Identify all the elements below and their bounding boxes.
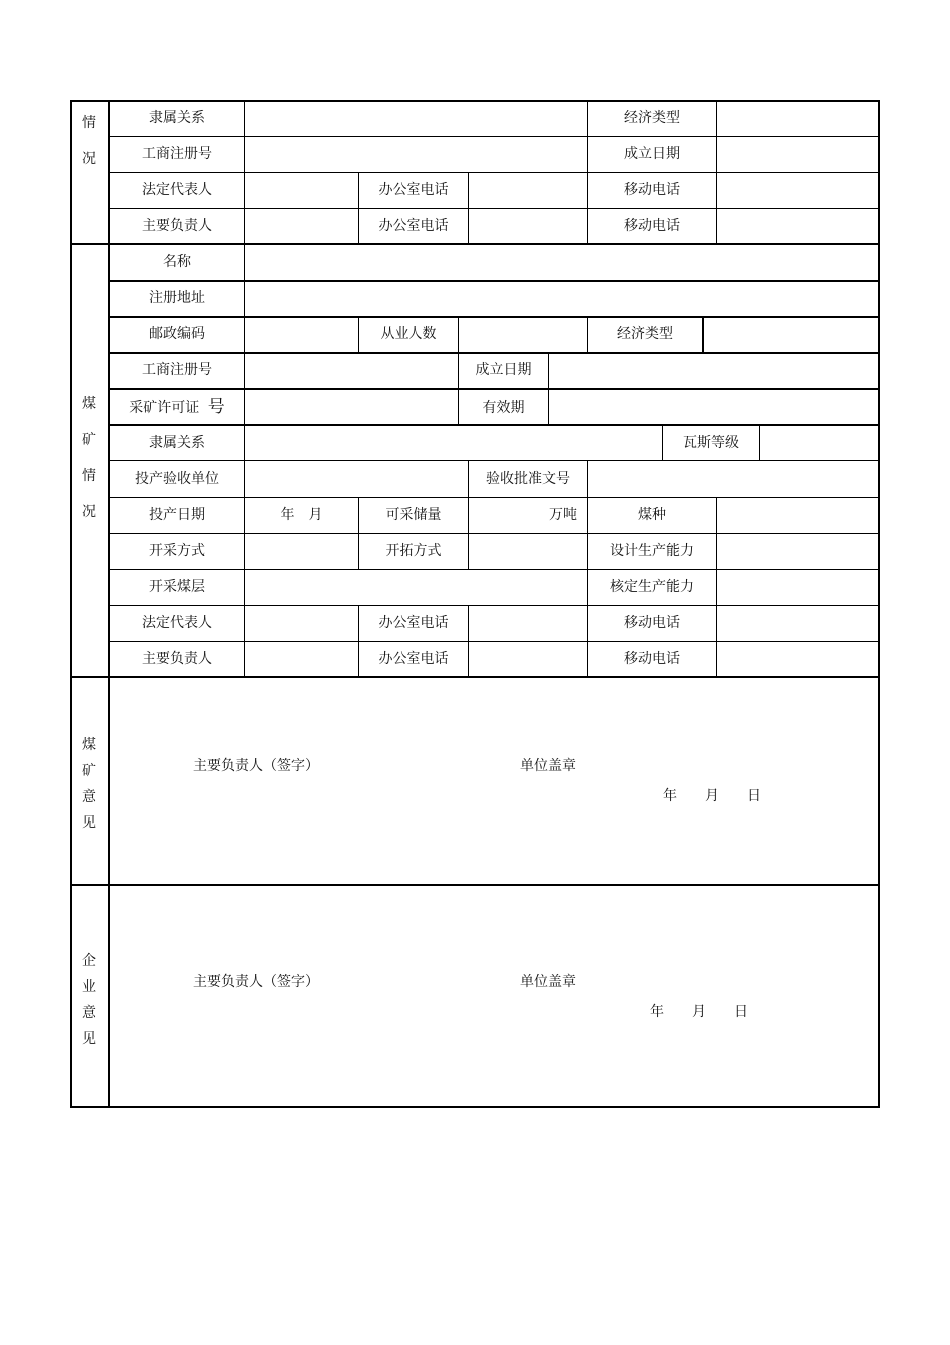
- label-mine-business-reg-no: 工商注册号: [142, 362, 212, 378]
- field-mine-name[interactable]: [245, 245, 877, 279]
- label-business-reg-no: 工商注册号: [142, 146, 212, 162]
- label-design-capacity: 设计生产能力: [610, 543, 694, 559]
- label-gas-grade: 瓦斯等级: [683, 435, 739, 451]
- label-mine-mobile-phone: 移动电话: [624, 651, 680, 667]
- field-mine-principal[interactable]: [245, 642, 357, 675]
- enterprise-opinion-date-year: 年: [650, 1004, 664, 1020]
- mine-opinion-seal: 单位盖章: [520, 758, 576, 774]
- label-development-method: 开拓方式: [385, 543, 442, 559]
- field-affiliation[interactable]: [245, 101, 586, 135]
- label-legal-rep: 法定代表人: [142, 182, 212, 198]
- mine-opinion-signer: 主要负责人（签字）: [193, 758, 319, 774]
- field-office-phone[interactable]: [469, 209, 586, 242]
- label-principal: 主要负责人: [142, 218, 212, 234]
- field-gas-grade[interactable]: [760, 426, 877, 459]
- label-coal-type: 煤种: [638, 507, 666, 523]
- label-economic-type: 经济类型: [624, 110, 680, 126]
- section-label-mine: 煤 矿 情 况: [82, 396, 96, 520]
- label-employees: 从业人数: [380, 326, 437, 342]
- field-mine-mobile-phone[interactable]: [717, 642, 877, 675]
- label-mobile-phone: 移动电话: [624, 218, 680, 234]
- field-mobile-phone[interactable]: [717, 173, 877, 207]
- label-mining-seam: 开采煤层: [149, 579, 205, 595]
- field-mobile-phone[interactable]: [717, 209, 877, 242]
- field-development-method[interactable]: [469, 534, 586, 568]
- label-mine-legal-rep: 法定代表人: [142, 615, 212, 631]
- enterprise-opinion-signer: 主要负责人（签字）: [193, 974, 319, 990]
- field-legal-rep[interactable]: [245, 173, 357, 207]
- section-label-mine-opinion: 煤 矿 意 见: [82, 737, 96, 831]
- field-recoverable-reserves[interactable]: 万吨: [549, 507, 577, 523]
- mine-opinion-date-month: 月: [705, 788, 719, 804]
- registration-form: [70, 100, 880, 1108]
- field-mine-office-phone[interactable]: [469, 606, 586, 640]
- label-mine-office-phone: 办公室电话: [378, 651, 449, 667]
- enterprise-opinion-seal: 单位盖章: [520, 974, 576, 990]
- field-office-phone[interactable]: [469, 173, 586, 207]
- label-mining-method: 开采方式: [149, 543, 205, 559]
- mine-opinion-date-year: 年: [663, 788, 677, 804]
- label-affiliation: 隶属关系: [149, 110, 205, 126]
- label-validity: 有效期: [482, 400, 525, 416]
- field-design-capacity[interactable]: [717, 534, 877, 568]
- field-approved-capacity[interactable]: [717, 570, 877, 604]
- field-employees[interactable]: [459, 318, 586, 351]
- label-established-date: 成立日期: [624, 146, 680, 162]
- label-mine-name: 名称: [163, 254, 191, 270]
- field-approval-doc-no[interactable]: [588, 462, 877, 496]
- field-principal[interactable]: [245, 209, 357, 242]
- label-mine-mobile-phone: 移动电话: [624, 615, 680, 631]
- field-established-date[interactable]: [717, 137, 877, 171]
- label-mine-established-date: 成立日期: [475, 362, 532, 378]
- field-mine-business-reg-no[interactable]: [245, 354, 457, 387]
- label-office-phone: 办公室电话: [378, 182, 449, 198]
- label-office-phone: 办公室电话: [378, 218, 449, 234]
- label-mine-office-phone: 办公室电话: [378, 615, 449, 631]
- field-mine-economic-type[interactable]: [704, 318, 877, 351]
- label-postal-code: 邮政编码: [149, 326, 205, 342]
- field-mining-seam[interactable]: [245, 570, 586, 604]
- enterprise-opinion-area[interactable]: [110, 886, 877, 1105]
- section-label-enterprise: 情 况: [82, 115, 96, 167]
- label-mining-license: 采矿许可证 号: [129, 397, 225, 417]
- label-recoverable-reserves: 可采储量: [385, 507, 442, 523]
- label-approved-capacity: 核定生产能力: [610, 579, 694, 595]
- label-mobile-phone: 移动电话: [624, 182, 680, 198]
- field-postal-code[interactable]: [245, 318, 357, 351]
- field-business-reg-no[interactable]: [245, 137, 586, 171]
- mine-opinion-date-day: 日: [747, 788, 761, 804]
- field-reg-address[interactable]: [245, 282, 877, 315]
- enterprise-opinion-date-month: 月: [692, 1004, 706, 1020]
- field-acceptance-unit[interactable]: [245, 462, 467, 496]
- label-acceptance-unit: 投产验收单位: [135, 471, 219, 487]
- field-economic-type[interactable]: [717, 101, 877, 135]
- field-mine-mobile-phone[interactable]: [717, 606, 877, 640]
- label-reg-address: 注册地址: [149, 290, 205, 306]
- label-production-date: 投产日期: [149, 507, 205, 523]
- field-coal-type[interactable]: [717, 498, 877, 532]
- field-mine-affiliation[interactable]: [245, 426, 661, 459]
- field-mine-established-date[interactable]: [549, 354, 877, 387]
- enterprise-opinion-date-day: 日: [734, 1004, 748, 1020]
- field-validity[interactable]: [549, 390, 877, 423]
- label-approval-doc-no: 验收批准文号: [486, 471, 570, 487]
- field-mine-legal-rep[interactable]: [245, 606, 357, 640]
- label-mine-affiliation: 隶属关系: [149, 435, 205, 451]
- label-mine-economic-type: 经济类型: [617, 326, 673, 342]
- mine-opinion-area[interactable]: [110, 678, 877, 883]
- field-production-date[interactable]: 年 月: [280, 507, 323, 523]
- field-mining-license[interactable]: [245, 390, 457, 423]
- field-mining-method[interactable]: [245, 534, 357, 568]
- section-label-enterprise-opinion: 企 业 意 见: [82, 953, 96, 1047]
- field-mine-office-phone[interactable]: [469, 642, 586, 675]
- label-mine-principal: 主要负责人: [142, 651, 212, 667]
